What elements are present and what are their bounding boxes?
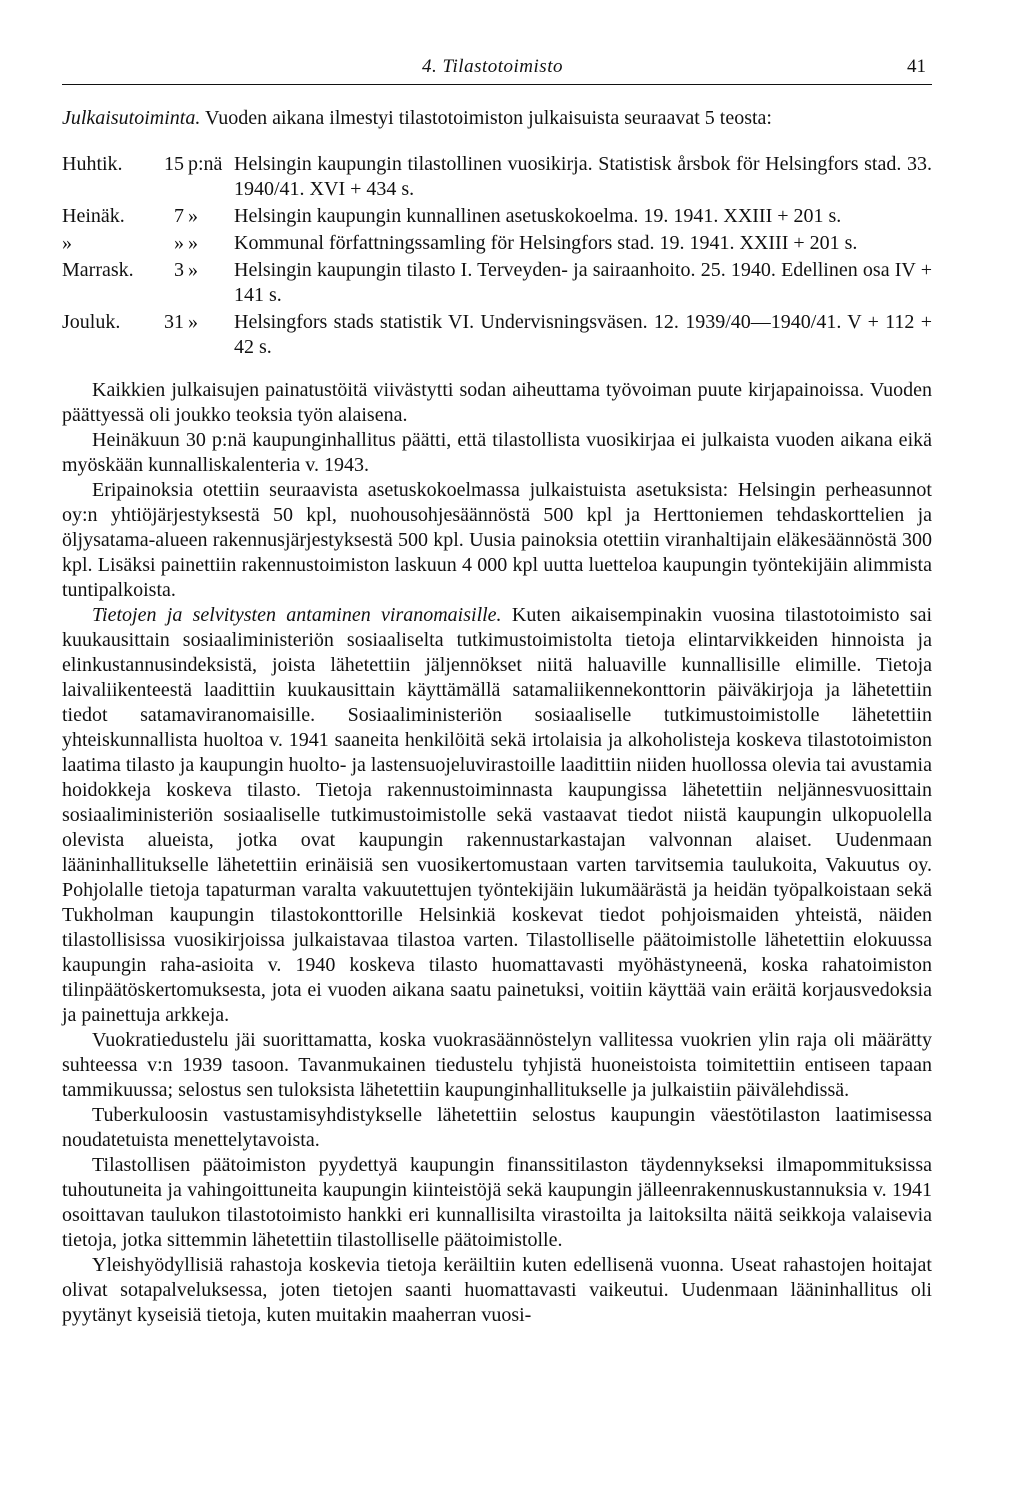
publication-day: 7: [174, 205, 184, 227]
section-heading: Tietojen ja selvitysten antaminen viranomaisille.: [92, 604, 502, 626]
publication-day: 15: [164, 153, 184, 175]
publication-title: Helsingin kaupungin kunnallinen asetuskokoelma. 19. 1941. XXIII + 201 s.: [234, 205, 842, 227]
publication-unit: »: [188, 259, 198, 281]
publication-day: 3: [174, 259, 184, 281]
publication-entry: [62, 310, 932, 360]
publication-entry: [62, 231, 932, 256]
paragraph-text: Kuten aikaisempinakin vuosina tilastotoimisto sai kuukausittain sosiaaliministeriön sosiaaliselta tutkimustoimistolta tietoja elintarvikkeiden hinnoista ja elinkustannusindeksistä, joista lähetettiin jäljennökset niitä haluaville kunnallisille elimille. Tietoja laivaliikenteestä laadittiin kuukausittain käyttämällä satamaliikennekonttorin päiväkirjoja ja lähetettiin tiedot satamaviranomaisille. Sosiaaliministeriön sosiaaliselle tutkimustoimistolle lähetettiin yhteiskunnallista huoltoa v. 1941 saaneita henkilöitä sekä irtolaisia ja alkoholisteja koskeva tilastotoimiston laatima tilasto ja kaupungin huolto- ja lastensuojeluvirastoille laadittiin niiden huollossa olevia tai avustamia hoidokkeja koskeva tilasto. Tietoja rakennustoiminnasta kaupungissa lähetettiin neljännesvuosittain sosiaaliministeriön sosiaaliselle tutkimustoimistolle sekä vastaavat tiedot niistä kaupungin ulkopuolella olevista alueista, jotka ovat kaupungin rakennustarkastajan valvonnan alaiset. Uudenmaan lääninhallitukselle lähetettiin erinäisiä sen vuosikertomustaan varten tarvitsemia taulukoita, Vakuutus oy. Pohjolalle tietoja tapaturman varalta vakuutettujen työntekijäin lukumäärästä ja heidän työpalkoistaan sekä Tukholman kaupungin tilastokonttorille Helsinkiä koskevat tiedot pohjoismaiden yhteistä, näiden tilastollisissa vuosikirjoissa julkaistavaa tilastoa varten. Tilastolliselle päätoimistolle lähetettiin elokuussa kaupungin raha-asioita v. 1940 koskeva tilasto huomattavasti myöhästyneenä, koska rahatoimiston tilinpäätöskertomuksesta, jota ei vuoden aikana saatu painetuksi, voitiin käyttää vain eräitä korjausvedoksia ja painettuja arkkeja.: [62, 604, 933, 1026]
body-text: [62, 378, 932, 1328]
paragraph: Eripainoksia otettiin seuraavista asetuskokoelmassa julkaistuista asetuksista: Helsingin perheasunnot oy:n yhtiöjärjestyksestä 50 kpl, nuohousohjesäännöstä 500 kpl ja Herttoniemen tehdaskorttelien ja öljysatama-alueen rakennusjärjestyksestä 500 kpl. Uusia painoksia otettiin viranhaltijain eläkesäännöstä 300 kpl. Lisäksi painettiin rakennustoimiston laskuun 4 000 kpl uutta luetteloa kaupungin työntekijäin alimmista tuntipalkoista.: [62, 479, 932, 601]
paragraph: Yleishyödyllisiä rahastoja koskevia tietoja keräiltiin kuten edellisenä vuonna. Useat rahastojen hoitajat olivat sotapalveluksessa, joten tietojen saanti huomattavasti vaikeutui. Uudenmaan lääninhallitus oli pyytänyt kyseisiä tietoja, kuten muitakin maaherran vuosi-: [62, 1254, 932, 1326]
publication-day: 31: [164, 311, 184, 333]
publication-list: [62, 152, 932, 360]
publication-unit: »: [188, 205, 198, 227]
publication-month: Marrask.: [62, 259, 134, 281]
paragraph: Vuokratiedustelu jäi suorittamatta, koska vuokrasäännöstelyn vallitessa vuokrien ylin raja oli määrätty suhteessa v:n 1939 tasoon. Tavanmukainen tiedustelu tyhjistä huoneistoista toimitettiin entiseen tapaan tammikuussa; selostus sen tuloksista lähetettiin kaupunginhallitukselle ja julkaistiin päivälehdissä.: [62, 1029, 932, 1101]
paragraph: [62, 603, 932, 1028]
publication-title: Helsingin kaupungin tilasto I. Terveyden- ja sairaanhoito. 25. 1940. Edellinen osa IV + 141 s.: [234, 259, 932, 306]
publication-month: »: [62, 232, 72, 254]
lead-paragraph: [62, 105, 932, 132]
publication-unit: p:nä: [188, 153, 223, 175]
publication-unit: »: [188, 232, 198, 254]
publication-title: Helsingfors stads statistik VI. Undervisningsväsen. 12. 1939/40—1940/41. V + 112 + 42 s.: [234, 311, 932, 358]
publication-unit: »: [188, 311, 198, 333]
paragraph: Kaikkien julkaisujen painatustöitä viivästytti sodan aiheuttama työvoiman puute kirjapainoissa. Vuoden päättyessä oli joukko teoksia työn alaisena.: [62, 379, 932, 426]
lead-text: Vuoden aikana ilmestyi tilastotoimiston julkaisuista seuraavat 5 teosta:: [204, 107, 772, 129]
lead-title: Julkaisutoiminta.: [62, 107, 201, 129]
publication-month: Huhtik.: [62, 153, 123, 175]
publication-entry: [62, 204, 932, 229]
document-page: [62, 50, 932, 1328]
page-number: 41: [907, 56, 926, 77]
paragraph: Tilastollisen päätoimiston pyydettyä kaupungin finanssitilaston täydennykseksi ilmapommituksissa tuhoutuneita ja vahingoittuneita kaupungin kiinteistöjä sekä kaupungin jälleenrakennuskustannuksia v. 1941 osoittavan taulukon tilastotoimisto hankki eri kunnallisilta virastoilta ja laitoksilta näitä seikkoja valaisevia tietoja, jotka sittemmin lähetettiin tilastolliselle päätoimistolle.: [62, 1154, 932, 1251]
publication-month: Heinäk.: [62, 205, 125, 227]
publication-title: Kommunal författningssamling för Helsingfors stad. 19. 1941. XXIII + 201 s.: [234, 232, 858, 254]
paragraph: Heinäkuun 30 p:nä kaupunginhallitus päätti, että tilastollista vuosikirjaa ei julkaista vuoden aikana eikä myöskään kunnalliskalenteria v. 1943.: [62, 429, 932, 476]
section-title: 4. Tilastotoimisto: [422, 56, 563, 77]
paragraph: Tuberkuloosin vastustamisyhdistykselle lähetettiin selostus kaupungin väestötilaston laatimisessa noudatetuista menettelytavoista.: [62, 1104, 932, 1151]
running-header: [62, 50, 932, 85]
publication-entry: [62, 152, 932, 202]
publication-entry: [62, 258, 932, 308]
publication-month: Jouluk.: [62, 311, 121, 333]
publication-day: »: [174, 232, 184, 254]
publication-title: Helsingin kaupungin tilastollinen vuosikirja. Statistisk årsbok för Helsingfors stad. 33. 1940/41. XVI + 434 s.: [234, 153, 932, 200]
